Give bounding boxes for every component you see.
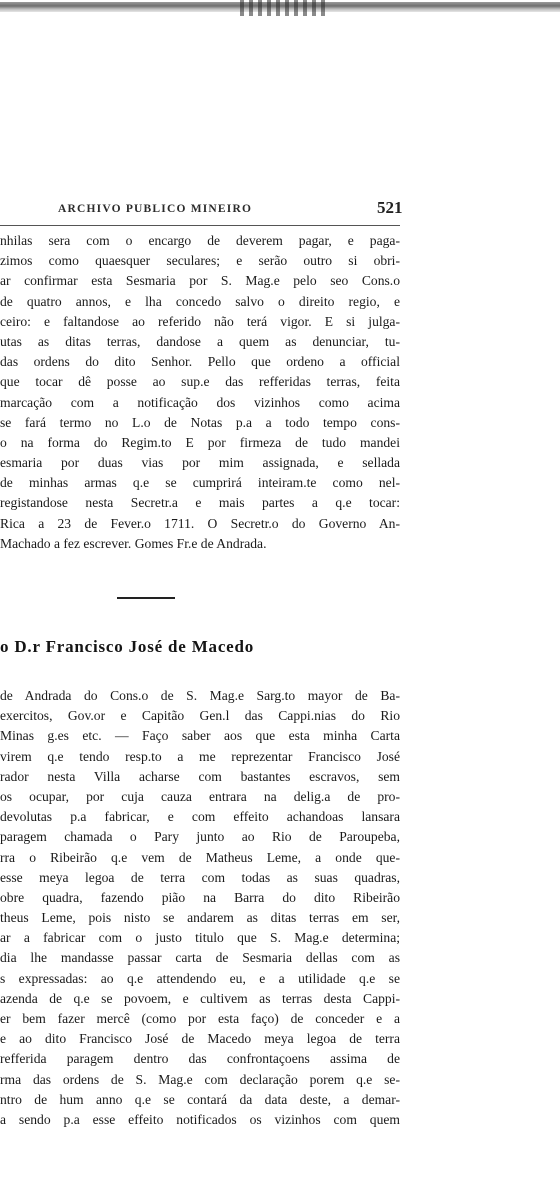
text-line: de Andrada do Cons.o de S. Mag.e Sarg.to mayor de Ba- — [0, 688, 400, 703]
text-line: obre quadra, fazendo pião na Barra do dito Ribeirão — [0, 889, 400, 905]
text-line: ceiro: e faltandose ao referido não terá vigor. E si julga- — [0, 313, 400, 329]
text-line: utas as ditas terras, dandose a quem as denunciar, tu- — [0, 333, 400, 349]
section-separator-rule — [117, 597, 175, 599]
text-line: paragem chamada o Pary junto ao Rio de Paroupeba, — [0, 829, 400, 845]
text-line: dia lhe mandasse passar carta de Sesmaria dellas com as — [0, 950, 400, 966]
text-line: esmaria por duas vias por mim assignada, e sellada — [0, 455, 400, 471]
text-line: refferida paragem dentro das confrontaçoens assima de — [0, 1051, 400, 1067]
paragraph-block-2 — [0, 686, 400, 1130]
text-line: ar a fabricar com o justo titulo que S. Mag.e determina; — [0, 930, 400, 946]
text-line: de minhas armas q.e se cumprirá inteiram.te como nel- — [0, 475, 400, 491]
text-line: que tocar dê posse ao sup.e das refferidas terras, feita — [0, 374, 400, 390]
text-line-last: Machado a fez escrever. Gomes Fr.e de Andrada. — [0, 535, 267, 551]
text-line: rma das ordens de S. Mag.e com declaração porem q.e se- — [0, 1071, 400, 1087]
text-line: se fará termo no L.o de Notas p.a a todo tempo cons- — [0, 414, 400, 430]
text-line: marcação com a notificação dos vizinhos como acima — [0, 394, 400, 410]
text-line: esse meya legoa de terra com todas as suas quadras, — [0, 869, 400, 885]
text-line: Minas g.es etc. — Faço saber aos que esta minha Carta — [0, 728, 400, 744]
text-line: azenda de q.e se povoem, e cultivem as terras desta Cappi- — [0, 990, 400, 1006]
text-line: devolutas p.a fabricar, e com effeito achandoas lansara — [0, 809, 400, 825]
text-line: s expressadas: ao q.e attendendo eu, e a utilidade q.e se — [0, 970, 400, 986]
header-rule — [0, 225, 400, 226]
text-line: registandose nesta Secretr.a e mais partes a q.e tocar: — [0, 495, 400, 511]
text-line: de quatro annos, e lha concedo salvo o direito regio, e — [0, 293, 400, 309]
section-heading: o D.r Francisco José de Macedo — [0, 637, 255, 656]
text-line: e ao dito Francisco José de Macedo meya legoa de terra — [0, 1031, 400, 1047]
page-number: 521 — [377, 198, 403, 217]
text-line: a sendo p.a esse effeito notificados os vizinhos com quem — [0, 1111, 400, 1127]
paragraph-block-1 — [0, 231, 400, 554]
text-line: exercitos, Gov.or e Capitão Gen.l das Cappi.nias do Rio — [0, 708, 400, 724]
text-line: das ordens do dito Senhor. Pello que ordeno a official — [0, 354, 400, 370]
running-title: ARCHIVO PUBLICO MINEIRO — [58, 203, 253, 215]
text-line: zimos como quaesquer seculares; e serão outro si obri- — [0, 253, 400, 269]
text-line: o na forma do Regim.to E por firmeza de tudo mandei — [0, 434, 400, 450]
text-line: virem q.e tendo resp.to a me reprezentar Francisco José — [0, 748, 400, 764]
text-line: os ocupar, por cuja cauza entrara na delig.a de pro- — [0, 788, 400, 804]
text-line: ar confirmar esta Sesmaria por S. Mag.e pelo seo Cons.o — [0, 273, 400, 289]
text-line: theus Leme, pois nisto se andarem as ditas terras em ser, — [0, 910, 400, 926]
text-line: er bem fazer mercê (como por esta faço) de conceder e a — [0, 1011, 400, 1026]
text-line: rra o Ribeirão q.e vem de Matheus Leme, a onde que- — [0, 849, 400, 865]
text-line: nhilas sera com o encargo de deverem pagar, e paga- — [0, 233, 400, 248]
top-border-marks — [240, 0, 330, 16]
text-line: Rica a 23 de Fever.o 1711. O Secretr.o do Governo An- — [0, 515, 400, 531]
text-line: ntro de hum anno q.e se contará da data deste, a demar- — [0, 1091, 400, 1107]
text-line: rador nesta Villa acharse com bastantes escravos, sem — [0, 768, 400, 784]
